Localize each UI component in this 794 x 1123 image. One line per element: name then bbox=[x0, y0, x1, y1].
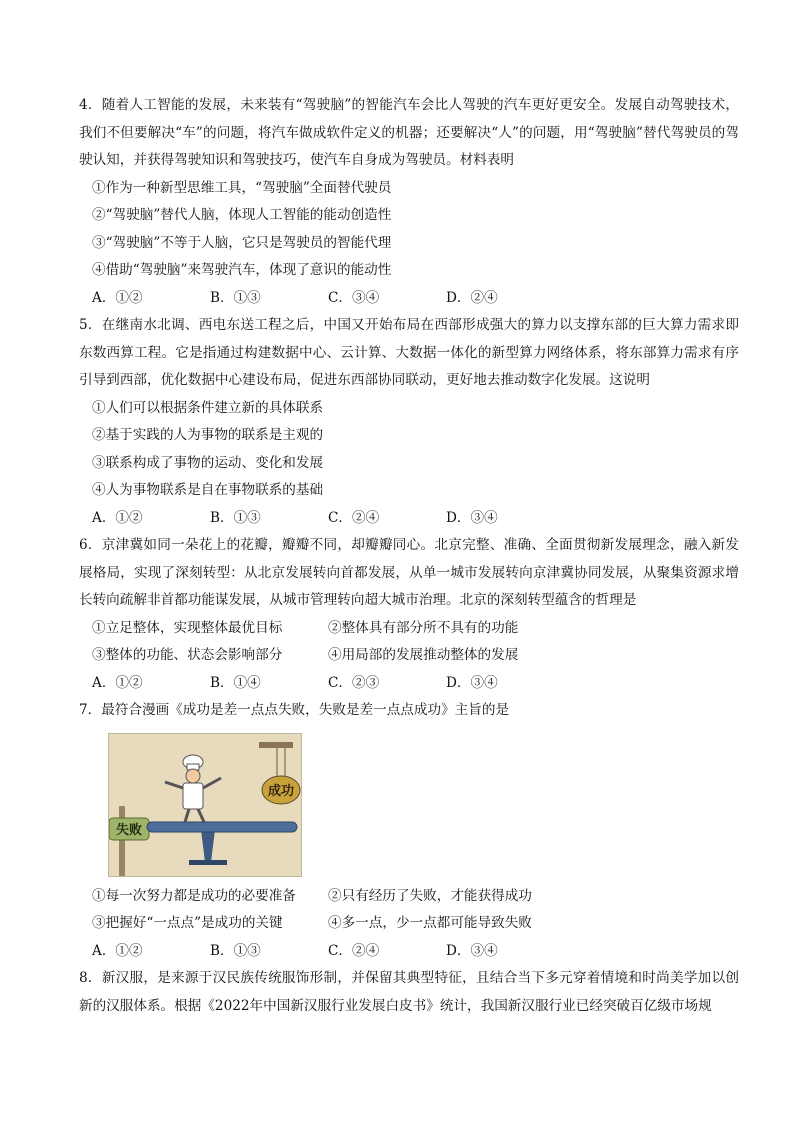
question-7-options-row-2 bbox=[79, 910, 739, 938]
question-6-option-4: ④用局部的发展推动整体的发展 bbox=[328, 647, 519, 663]
question-7-option-4: ④多一点，少一点都可能导致失败 bbox=[328, 915, 532, 931]
question-6-option-2: ②整体具有部分所不具有的功能 bbox=[328, 619, 519, 636]
cartoon-illustration bbox=[109, 734, 301, 876]
question-content bbox=[79, 92, 739, 1020]
question-5-option-4: ④人为事物联系是自在事物联系的基础 bbox=[92, 482, 324, 498]
question-8-stem: 8．新汉服，是来源于汉民族传统服饰形制，并保留其典型特征，且结合当下多元穿着情境和时尚美学加以创新的汉服体系。根据《2022年中国新汉服行业发展白皮书》统计，我国新汉服行业已经突破百亿级市场规 bbox=[79, 970, 739, 1014]
question-7-option-1: ①每一次努力都是成功的必要准备 bbox=[92, 887, 296, 904]
question-6-choices bbox=[79, 670, 739, 698]
question-4-choice-a: A．①② bbox=[92, 289, 143, 306]
question-5-choice-d: D．③④ bbox=[446, 509, 498, 526]
question-5-choice-b: B．①③ bbox=[210, 509, 261, 526]
sign-failure-label: 失败 bbox=[115, 822, 143, 838]
question-5-choices bbox=[79, 505, 739, 533]
question-4-choices bbox=[79, 285, 739, 313]
question-5-option-2: ②基于实践的人为事物的联系是主观的 bbox=[92, 427, 324, 443]
question-6-choice-d: D．③④ bbox=[446, 674, 498, 691]
question-4-choice-b: B．①③ bbox=[210, 289, 261, 306]
question-4-choice-c: C．③④ bbox=[328, 289, 380, 306]
question-7-choice-a: A．①② bbox=[92, 942, 143, 959]
question-4-stem: 4．随着人工智能的发展，未来装有“驾驶脑”的智能汽车会比人驾驶的汽车更好更安全。发展自动驾驶技术，我们不但要解决“车”的问题，将汽车做成软件定义的机器；还要解决“人”的问题，用“驾驶脑”替代驾驶员的驾驶认知，并获得驾驶知识和驾驶技巧，使汽车自身成为驾驶员。材料表明 bbox=[79, 97, 739, 168]
question-6-choice-b: B．①④ bbox=[210, 674, 261, 691]
question-6-options-row-1 bbox=[79, 615, 739, 643]
question-7-choice-c: C．②④ bbox=[328, 942, 380, 959]
question-5-option-3: ③联系构成了事物的运动、变化和发展 bbox=[92, 454, 324, 471]
question-5-stem: 5．在继南水北调、西电东送工程之后，中国又开始布局在西部形成强大的算力以支撑东部的巨大算力需求即东数西算工程。它是指通过构建数据中心、云计算、大数据一体化的新型算力网络体系，将东部算力需求有序引导到西部，优化数据中心建设布局，促进东西部协同联动，更好地去推动数字化发展。这说明 bbox=[79, 317, 739, 388]
question-7-choice-d: D．③④ bbox=[446, 942, 498, 959]
question-6-option-1: ①立足整体，实现整体最优目标 bbox=[92, 619, 283, 636]
question-6-choice-c: C．②③ bbox=[328, 674, 380, 691]
question-5-choice-c: C．②④ bbox=[328, 509, 380, 526]
question-7-options-row-1 bbox=[79, 883, 739, 911]
question-4-option-3: ③“驾驶脑”不等于人脑，它只是驾驶员的智能代理 bbox=[92, 234, 392, 251]
question-7-choice-b: B．①③ bbox=[210, 942, 261, 959]
cartoon-image bbox=[108, 733, 302, 877]
question-6-choice-a: A．①② bbox=[92, 674, 143, 691]
question-6-options-row-2 bbox=[79, 642, 739, 670]
question-4-option-1: ①作为一种新型思维工具，“驾驶脑”全面替代驶员 bbox=[92, 179, 392, 196]
question-4-choice-d: D．②④ bbox=[446, 289, 498, 306]
sign-success-label: 成功 bbox=[267, 783, 295, 799]
question-4-option-4: ④借助“驾驶脑”来驾驶汽车，体现了意识的能动性 bbox=[92, 262, 392, 278]
question-7-option-3: ③把握好“一点点”是成功的关键 bbox=[92, 915, 283, 931]
question-7-option-2: ②只有经历了失败，才能获得成功 bbox=[328, 887, 532, 904]
question-7-stem: 7．最符合漫画《成功是差一点点失败，失败是差一点点成功》主旨的是 bbox=[79, 702, 510, 718]
question-5-choice-a: A．①② bbox=[92, 509, 143, 526]
question-4-option-2: ②“驾驶脑”替代人脑，体现人工智能的能动创造性 bbox=[92, 207, 392, 223]
question-6-stem: 6．京津冀如同一朵花上的花瓣，瓣瓣不同，却瓣瓣同心。北京完整、准确、全面贯彻新发展理念，融入新发展格局，实现了深刻转型：从北京发展转向首都发展，从单一城市发展转向京津冀协同发展，从聚集资源求增长转向疏解非首都功能谋发展，从城市管理转向超大城市治理。北京的深刻转型蕴含的哲理是 bbox=[79, 537, 739, 608]
question-7-choices bbox=[79, 938, 739, 966]
question-6-option-3: ③整体的功能、状态会影响部分 bbox=[92, 647, 283, 663]
question-5-option-1: ①人们可以根据条件建立新的具体联系 bbox=[92, 399, 324, 416]
